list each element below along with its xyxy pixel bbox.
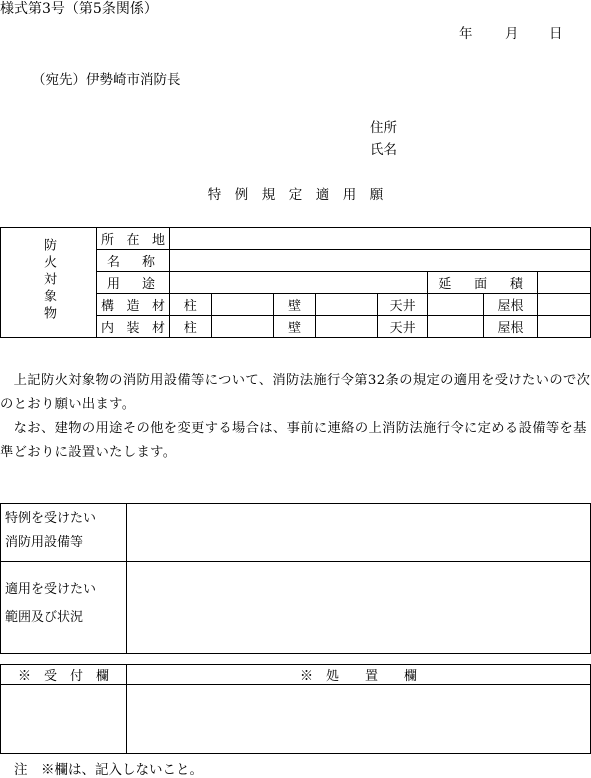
- scope-value: [127, 562, 591, 654]
- process-value: [127, 685, 591, 754]
- interior-wall-value: [315, 316, 377, 338]
- structure-roof-label: 屋根: [484, 294, 538, 316]
- name-label: 名 称: [97, 250, 170, 272]
- equipment-value: [127, 504, 591, 562]
- structure-wall-value: [315, 294, 377, 316]
- body-paragraph-2: なお、建物の用途その他を変更する場合は、事前に連絡の上消防法施行令に定める設備等を基準どおりに設置いたします。: [0, 421, 587, 460]
- interior-ceiling-label: 天井: [377, 316, 428, 338]
- structure-label: 構 造 材: [97, 294, 170, 316]
- interior-pillar-value: [211, 316, 274, 338]
- interior-wall-label: 壁: [274, 316, 316, 338]
- property-side-label: 防火対象物: [1, 228, 97, 338]
- form-number: 様式第3号（第5条関係）: [0, 1, 158, 17]
- addressee: （宛先）伊勢崎市消防長: [32, 72, 181, 88]
- structure-roof-value: [537, 294, 590, 316]
- date-month-label: 月: [505, 26, 519, 42]
- use-value: [170, 272, 428, 294]
- name-value: [170, 250, 591, 272]
- interior-ceiling-value: [428, 316, 484, 338]
- process-label: ※ 処 置 欄: [127, 665, 591, 685]
- scope-label-line-2: 範囲及び状況: [5, 610, 84, 625]
- reception-label: ※ 受 付 欄: [1, 665, 127, 685]
- floor-area-label: 延 面 積: [428, 272, 538, 294]
- interior-pillar-label: 柱: [170, 316, 212, 338]
- footnote: 注 ※欄は、記入しないこと。: [14, 762, 203, 778]
- structure-wall-label: 壁: [274, 294, 316, 316]
- interior-roof-value: [537, 316, 590, 338]
- document-title: 特 例 規 定 適 用 願: [207, 187, 384, 203]
- applicant-address-label: 住所: [370, 120, 397, 136]
- location-label: 所 在 地: [97, 228, 170, 250]
- structure-ceiling-label: 天井: [377, 294, 428, 316]
- interior-roof-label: 屋根: [484, 316, 538, 338]
- equipment-label-line-2: 消防用設備等: [5, 535, 84, 550]
- use-label: 用 途: [97, 272, 170, 294]
- scope-label-line-1: 適用を受けたい: [5, 582, 97, 597]
- location-value: [170, 228, 591, 250]
- office-table: [0, 664, 591, 754]
- scope-label: [1, 562, 127, 654]
- applicant-name-label: 氏名: [370, 142, 397, 158]
- equipment-label-line-1: 特例を受けたい: [5, 511, 97, 526]
- structure-pillar-value: [211, 294, 274, 316]
- equipment-label: [1, 504, 127, 562]
- date-day-label: 日: [549, 26, 563, 42]
- reception-value: [1, 685, 127, 754]
- floor-area-value: [537, 272, 590, 294]
- date-year-label: 年: [459, 26, 473, 42]
- structure-ceiling-value: [428, 294, 484, 316]
- body-paragraph-1: 上記防火対象物の消防用設備等について、消防法施行令第32条の規定の適用を受けたいので次のとおり願い出ます。: [0, 373, 591, 412]
- structure-pillar-label: 柱: [170, 294, 212, 316]
- application-table: [0, 503, 591, 654]
- interior-label: 内 装 材: [97, 316, 170, 338]
- property-table: [0, 227, 591, 338]
